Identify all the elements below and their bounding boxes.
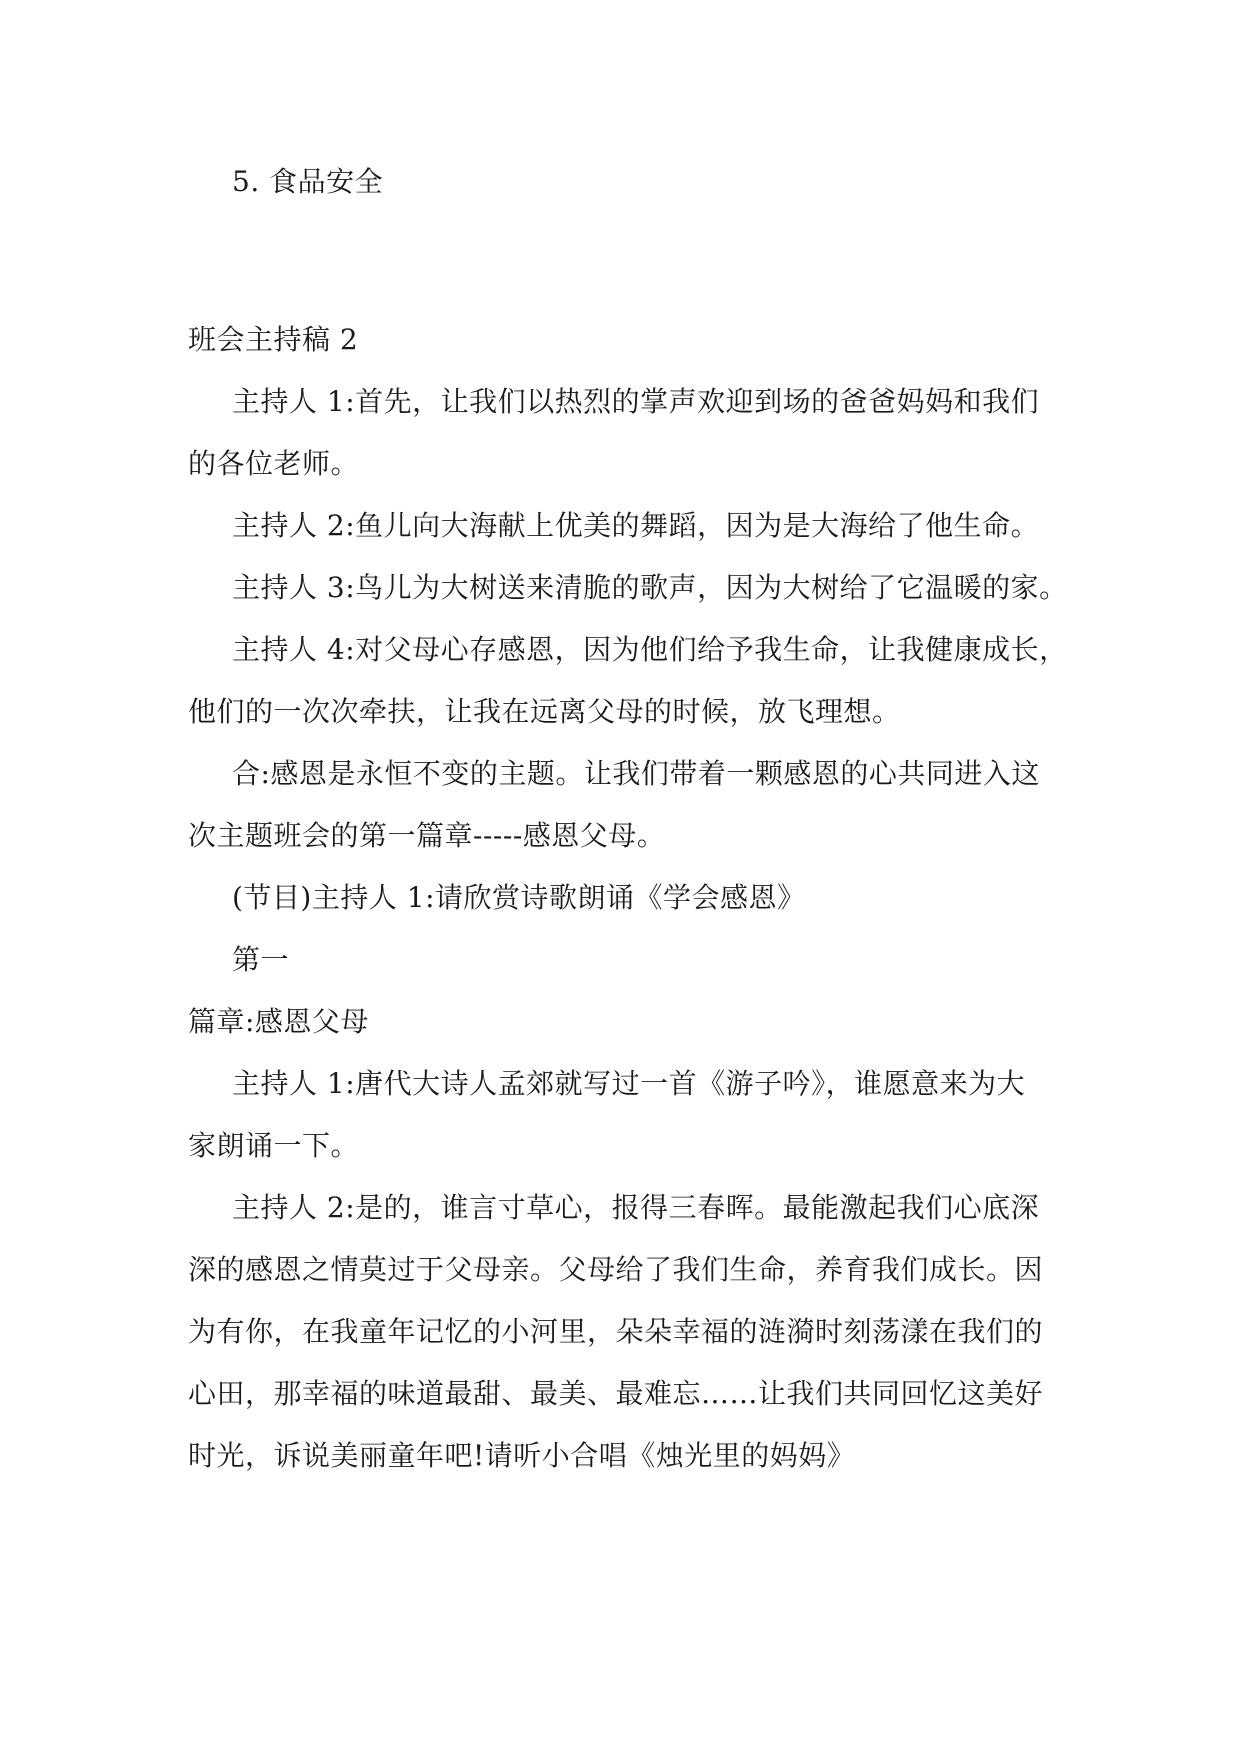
paragraph-line: 主持人 1:首先，让我们以热烈的掌声欢迎到场的爸爸妈妈和我们 <box>232 385 1040 418</box>
paragraph-line: 主持人 3:鸟儿为大树送来清脆的歌声，因为大树给了它温暖的家。 <box>232 571 1068 604</box>
paragraph-line: 第一 <box>232 943 290 976</box>
paragraph-line: 合:感恩是永恒不变的主题。让我们带着一颗感恩的心共同进入这 <box>232 757 1040 790</box>
paragraph-line: 篇章:感恩父母 <box>188 1005 369 1038</box>
paragraph-line: 主持人 4:对父母心存感恩，因为他们给予我生命，让我健康成长， <box>232 633 1068 666</box>
paragraph-line: 家朗诵一下。 <box>188 1129 360 1162</box>
paragraph-line: (节目)主持人 1:请欣赏诗歌朗诵《学会感恩》 <box>232 881 806 914</box>
paragraph-line: 主持人 1:唐代大诗人孟郊就写过一首《游子吟》，谁愿意来为大 <box>232 1067 1026 1100</box>
paragraph-line: 的各位老师。 <box>188 447 360 480</box>
list-item: 5. 食品安全 <box>232 165 384 198</box>
paragraph-line: 他们的一次次牵扶，让我在远离父母的时候，放飞理想。 <box>188 695 901 728</box>
paragraph-line: 深的感恩之情莫过于父母亲。父母给了我们生命，养育我们成长。因 <box>188 1253 1044 1286</box>
paragraph-line: 主持人 2:鱼儿向大海献上优美的舞蹈，因为是大海给了他生命。 <box>232 509 1040 542</box>
paragraph-line: 时光，诉说美丽童年吧!请听小合唱《烛光里的妈妈》 <box>188 1439 856 1472</box>
paragraph-line: 次主题班会的第一篇章-----感恩父母。 <box>188 819 666 852</box>
section-title: 班会主持稿 2 <box>188 323 359 356</box>
paragraph-line: 为有你，在我童年记忆的小河里，朵朵幸福的涟漪时刻荡漾在我们的 <box>188 1315 1044 1348</box>
paragraph-line: 心田，那幸福的味道最甜、最美、最难忘……让我们共同回忆这美好 <box>188 1377 1044 1410</box>
paragraph-line: 主持人 2:是的，谁言寸草心，报得三春晖。最能激起我们心底深 <box>232 1191 1040 1224</box>
